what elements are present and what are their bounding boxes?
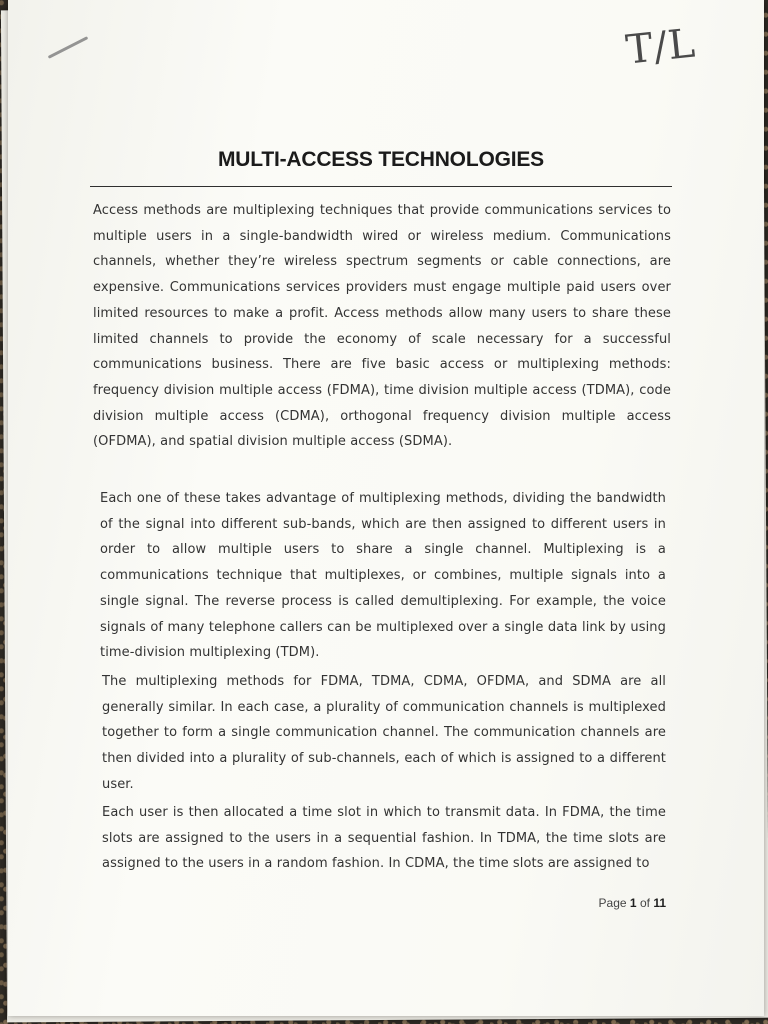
title-underline-rule <box>90 186 672 187</box>
page-number <box>560 896 666 910</box>
body-paragraph: Each user is then allocated a time slot in which to transmit data. In FDMA, the time slots are assigned to the users in a sequential fashion. In TDMA, the time slots are assigned to the users in a random fashion. In CDMA, the time slots are assigned to <box>102 805 666 872</box>
of-label: of <box>639 896 650 910</box>
body-paragraph: Each one of these takes advantage of multiplexing methods, dividing the bandwidth of the signal into different sub-bands, which are then assigned to different users in order to allow multiple users to share a single channel. Multiplexing is a communications technique that multiplexes, or combines, multiple signals into a single signal. The reverse process is called demultiplexing. For example, the voice signals of many telephone callers can be multiplexed over a single data link by using time-division multiplexing (TDM). <box>100 491 666 661</box>
page-label: Page <box>598 896 627 910</box>
total-pages-number: 11 <box>653 896 666 910</box>
body-paragraph: The multiplexing methods for FDMA, TDMA, CDMA, OFDMA, and SDMA are all generally similar. In each case, a plurality of communication channels is multiplexed together to form a single communication channel. The communication channels are then divided into a plurality of sub-channels, each of which is assigned to a different user. <box>102 674 666 792</box>
handwritten-initials: T/L <box>623 20 698 74</box>
pen-stroke-mark <box>48 36 89 59</box>
document-title: MULTI-ACCESS TECHNOLOGIES <box>218 148 544 171</box>
body-paragraph: Access methods are multiplexing techniques that provide communications services to multiple users in a single-bandwidth wired or wireless medium. Communications channels, whether they’re wireless spectrum segments or cable connections, are expensive. Communications services providers must engage multiple paid users over limited resources to make a profit. Access methods allow many users to share these limited channels to provide the economy of scale necessary for a successful communications business. There are five basic access or multiplexing methods: frequency division multiple access (FDMA), time division multiple access (TDMA), code division multiple access (CDMA), orthogonal frequency division multiple access (OFDMA), and spatial division multiple access (SDMA). <box>93 203 671 450</box>
current-page-number: 1 <box>629 896 637 910</box>
